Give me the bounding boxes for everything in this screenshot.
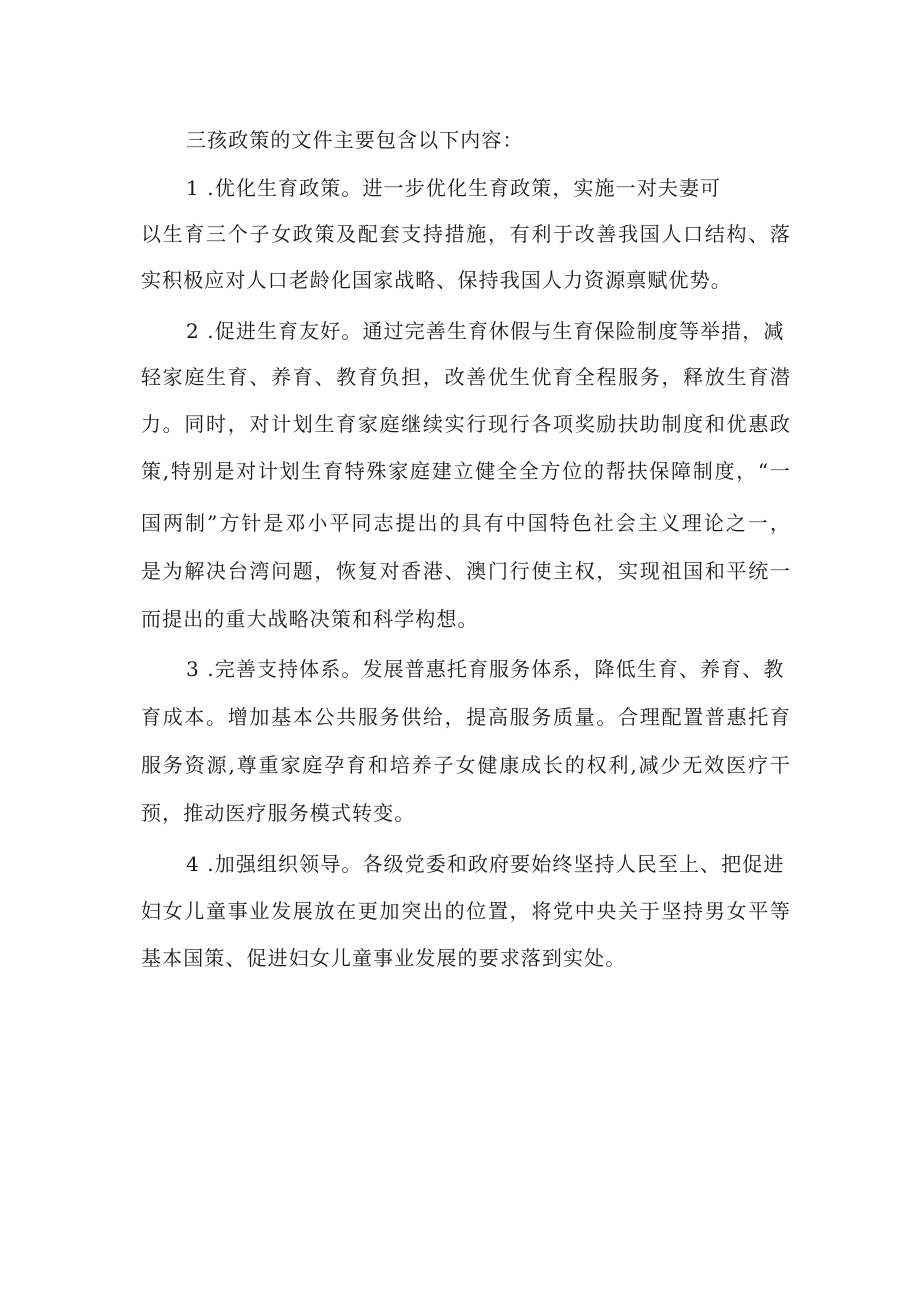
section-3-line-1: 3 .完善支持体系。发展普惠托育服务体系，降低生育、养育、教	[186, 657, 785, 681]
section-2-line-3: 力。同时，对计划生育家庭继续实行现行各项奖励扶助制度和优惠政	[141, 412, 791, 436]
section-2-line-7: 而提出的重大战略决策和科学构想。	[141, 607, 479, 631]
section-4-line-1: 4 .加强组织领导。各级党委和政府要始终坚持人民至上、把促进	[186, 852, 785, 876]
section-4-line-2: 妇女儿童事业发展放在更加突出的位置，将党中央关于坚持男女平等	[141, 899, 791, 923]
section-4-line-3: 基本国策、促进妇女儿童事业发展的要求落到实处。	[141, 946, 627, 970]
section-2-line-5: 国两制”方针是邓小平同志提出的具有中国特色社会主义理论之一，	[141, 511, 791, 535]
section-2-line-4: 策,特别是对计划生育特殊家庭建立健全全方位的帮扶保障制度，“一	[141, 459, 791, 483]
section-1-line-1: 1 .优化生育政策。进一步优化生育政策，实施一对夫妻可	[186, 176, 722, 200]
section-3-line-3: 服务资源,尊重家庭孕育和培养子女健康成长的权利,减少无效医疗干	[141, 753, 791, 777]
section-2-line-6: 是为解决台湾问题，恢复对香港、澳门行使主权，实现祖国和平统一	[141, 559, 791, 583]
section-2-line-1: 2 .促进生育友好。通过完善生育休假与生育保险制度等举措，减	[186, 319, 785, 343]
section-3-line-2: 育成本。增加基本公共服务供给，提高服务质量。合理配置普惠托育	[141, 705, 791, 729]
section-1-line-3: 实积极应对人口老龄化国家战略、保持我国人力资源禀赋优势。	[141, 268, 732, 292]
intro-line: 三孩政策的文件主要包含以下内容：	[186, 128, 524, 152]
section-2-line-2: 轻家庭生育、养育、教育负担，改善优生优育全程服务，释放生育潜	[141, 365, 791, 389]
section-3-line-4: 预，推动医疗服务模式转变。	[141, 801, 416, 825]
section-1-line-2: 以生育三个子女政策及配套支持措施，有利于改善我国人口结构、落	[141, 222, 791, 246]
